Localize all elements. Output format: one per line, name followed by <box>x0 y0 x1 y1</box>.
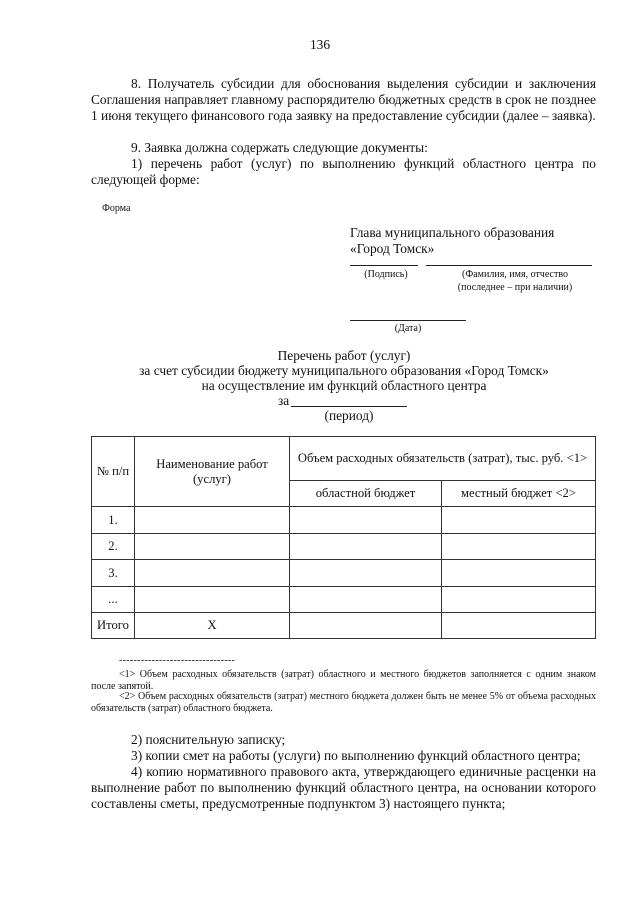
row-regional-cell[interactable] <box>290 560 442 587</box>
signature-line <box>350 265 418 266</box>
head-title-line2: «Город Томск» <box>350 241 435 256</box>
works-table <box>91 436 596 639</box>
row-local-cell[interactable] <box>442 560 596 587</box>
row-local-cell[interactable] <box>442 587 596 613</box>
period-caption: (период) <box>324 408 374 423</box>
name-caption-line2: (последнее – при наличии) <box>457 282 573 293</box>
list-title-line1: Перечень работ (услуг) <box>277 348 411 363</box>
name-caption-line1: (Фамилия, имя, отчество <box>462 269 568 280</box>
row-regional-cell[interactable] <box>290 507 442 534</box>
row-number: 2. <box>92 534 135 560</box>
page-number: 136 <box>309 37 331 52</box>
row-name-cell[interactable] <box>135 507 290 534</box>
table-row <box>92 507 596 534</box>
total-name-mark: Х <box>135 613 290 639</box>
row-local-cell[interactable] <box>442 507 596 534</box>
name-line <box>426 265 592 266</box>
row-regional-cell[interactable] <box>290 587 442 613</box>
header-volume: Объем расходных обязательств (затрат), тыс. руб. <1> <box>290 437 596 481</box>
signature-caption: (Подпись) <box>364 269 408 280</box>
table-total-row <box>92 613 596 639</box>
list-title-line3: на осуществление им функций областного центра <box>201 378 487 393</box>
form-label: Форма <box>102 203 131 214</box>
row-regional-cell[interactable] <box>290 534 442 560</box>
table-row <box>92 534 596 560</box>
item-2: 2) пояснительную записку; <box>131 732 286 747</box>
row-number: ... <box>92 587 135 613</box>
head-title-line1: Глава муниципального образования <box>350 225 555 240</box>
item-4: 4) копию нормативного правового акта, утверждающего единичные расценки на выполнение работ по выполнению функций областного центра, на основании которого составлены сметы, предусмотренные подпунктом 3) настоящего пункта; <box>91 764 596 811</box>
header-local-budget: местный бюджет <2> <box>442 481 596 507</box>
item-3: 3) копии смет на работы (услуги) по выполнению функций областного центра; <box>131 748 581 763</box>
row-name-cell[interactable] <box>135 534 290 560</box>
row-number: 3. <box>92 560 135 587</box>
footnote-separator: -------------------------------- <box>119 655 236 666</box>
date-caption: (Дата) <box>394 323 422 334</box>
total-local-cell[interactable] <box>442 613 596 639</box>
date-line <box>350 320 466 321</box>
list-for-label: за <box>278 393 290 408</box>
paragraph-9: 9. Заявка должна содержать следующие документы: <box>131 140 428 155</box>
header-number: № п/п <box>92 437 135 507</box>
header-regional-budget: областной бюджет <box>290 481 442 507</box>
row-name-cell[interactable] <box>135 560 290 587</box>
footnote-2: <2> Объем расходных обязательств (затрат) местного бюджета должен быть не менее 5% от объема расходных обязательств (затрат) областного бюджета. <box>91 691 596 714</box>
header-name: Наименование работ (услуг) <box>135 437 290 507</box>
table-row <box>92 587 596 613</box>
paragraph-9-1: 1) перечень работ (услуг) по выполнению функций областного центра по следующей форме: <box>91 156 596 187</box>
footnote-1: <1> Объем расходных обязательств (затрат) областного и местного бюджетов заполняется с одним знаком после запятой. <box>91 669 596 692</box>
total-regional-cell[interactable] <box>290 613 442 639</box>
row-name-cell[interactable] <box>135 587 290 613</box>
list-title-line2: за счет субсидии бюджету муниципального образования «Город Томск» <box>139 363 549 378</box>
total-label: Итого <box>92 613 135 639</box>
period-line <box>291 406 407 407</box>
row-local-cell[interactable] <box>442 534 596 560</box>
row-number: 1. <box>92 507 135 534</box>
table-row <box>92 560 596 587</box>
paragraph-8: 8. Получатель субсидии для обоснования выделения субсидии и заключения Соглашения направляет главному распорядителю бюджетных средств в срок не позднее 1 июня текущего финансового года заявку на предоставление субсидии (далее – заявка). <box>91 76 596 123</box>
